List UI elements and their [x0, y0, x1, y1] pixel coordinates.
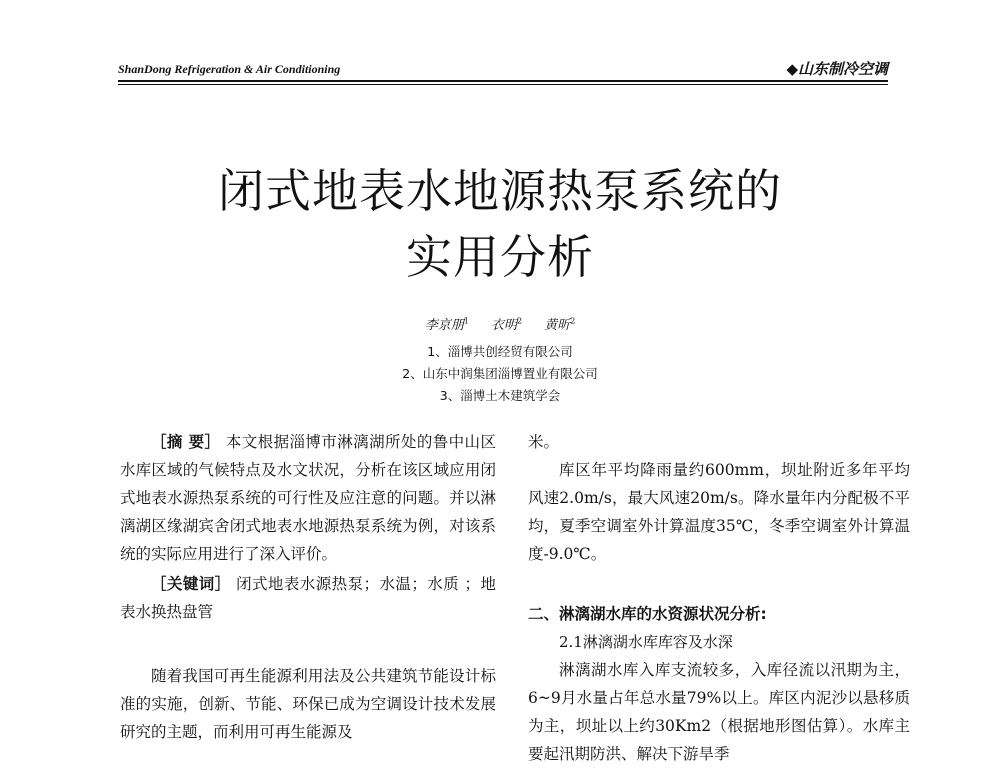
climate-paragraph: 库区年平均降雨量约600mm，坝址附近多年平均风速2.0m/s，最大风速20m/s。降水量年内分配极不平均，夏季空调室外计算温度35℃，冬季空调室外计算温度-9.0℃。 — [528, 461, 910, 563]
author-name: 李京朋 — [424, 318, 464, 333]
left-column — [120, 428, 496, 746]
keywords-label: ［关键词］ — [151, 575, 231, 593]
subsection-heading: 2.1淋漓湖水库库容及水深 — [559, 633, 733, 651]
intro-paragraph: 随着我国可再生能源利用法及公共建筑节能设计标准的实施，创新、节能、环保已成为空调设计技术发展研究的主题，而利用可再生能源及 — [120, 667, 496, 741]
author-name: 衣明 — [490, 318, 517, 333]
author-name: 黄昕 — [544, 318, 571, 333]
header-divider-thin — [118, 84, 888, 85]
article-title-line-2: 实用分析 — [406, 230, 594, 284]
keywords — [120, 570, 496, 626]
journal-chinese-name: ◆山东制冷空调 — [786, 60, 888, 78]
reservoir-paragraph: 淋漓湖水库入库支流较多，入库径流以汛期为主，6~9月水量占年总水量79%以上。库区内泥沙以悬移质为主，坝址以上约30Km2（根据地形图估算）。水库主要起汛期防洪、解决下游旱季 — [528, 661, 910, 763]
affiliation: 2、山东中润集团淄博置业有限公司 — [402, 366, 598, 381]
abstract-text: 本文根据淄博市淋漓湖所处的鲁中山区水库区域的气候特点及水文状况，分析在该区域应用闭式地表水源热泵系统的可行性及应注意的问题。并以淋漓湖区缘湖宾舍闭式地表水地源热泵系统为例，对该系统的实际应用进行了深入评价。 — [120, 433, 496, 563]
author-list — [0, 314, 1000, 333]
abstract-label: ［摘 要］ — [151, 433, 221, 451]
article-title-line-1: 闭式地表水地源热泵系统的 — [218, 164, 782, 218]
right-column — [528, 428, 910, 768]
journal-english-name: ShanDong Refrigeration & Air Conditioning — [118, 62, 341, 76]
keywords-text: 闭式地表水源热泵；水温；水质 ；地表水换热盘管 — [120, 575, 496, 621]
abstract — [120, 428, 496, 568]
header-divider — [118, 80, 888, 82]
author-affiliation-mark: 2 — [570, 316, 576, 326]
author-affiliation-mark: 2 — [516, 316, 523, 326]
affiliation: 3、淄博土木建筑学会 — [439, 388, 561, 403]
affiliation: 1、淄博共创经贸有限公司 — [427, 344, 573, 359]
section-heading: 二、淋漓湖水库的水资源状况分析: — [528, 605, 767, 623]
continued-text: 米。 — [528, 433, 560, 451]
author-affiliation-mark: 1 — [463, 316, 469, 326]
